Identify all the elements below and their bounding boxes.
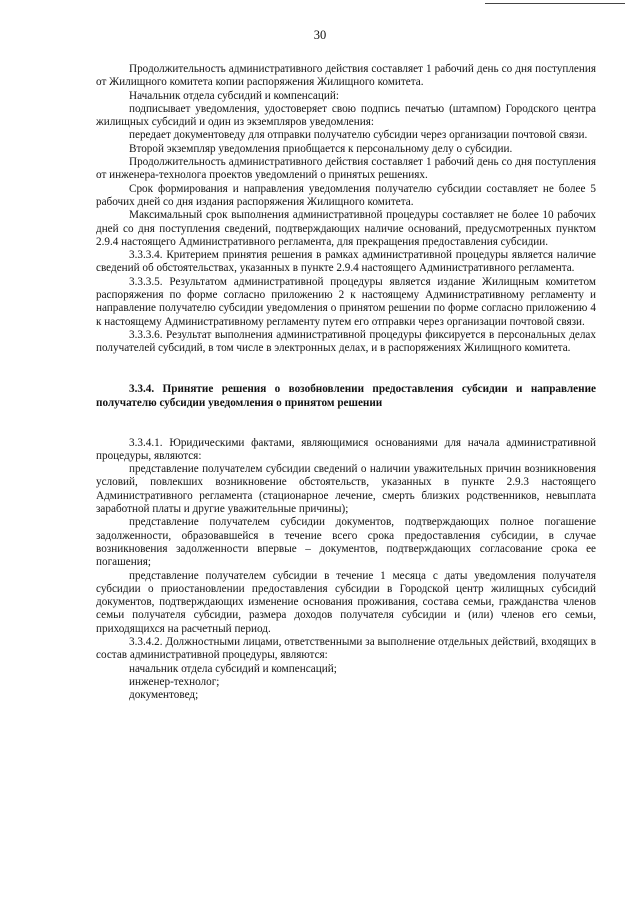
paragraph: 3.3.3.6. Результат выполнения административной процедуры фиксируется в персональных делах получателей субсидий, в том числе в электронных делах, и в распоряжениях Жилищного комитета.: [96, 328, 596, 355]
paragraph: Срок формирования и направления уведомления получателю субсидии составляет не более 5 рабочих дней со дня издания распоряжения Жилищного комитета.: [96, 182, 596, 208]
paragraph: Продолжительность административного действия составляет 1 рабочий день со дня поступления от Жилищного комитета копии распоряжения Жилищного комитета.: [96, 63, 596, 89]
paragraph: 3.3.4.1. Юридическими фактами, являющимися основаниями для начала административной процедуры, являются:: [96, 436, 596, 462]
page-number: 30: [313, 28, 327, 42]
document-body: [96, 63, 596, 702]
spacer: [96, 356, 596, 382]
paragraph: 3.3.3.4. Критерием принятия решения в рамках административной процедуры является наличие сведений об обстоятельствах, указанных в пункте 2.9.4 настоящего Административного регламента.: [96, 249, 596, 275]
paragraph: подписывает уведомления, удостоверяет свою подпись печатью (штампом) Городского центра жилищных субсидий и один из экземпляров уведомления:: [96, 102, 596, 129]
paragraph: 3.3.4.2. Должностными лицами, ответственными за выполнение отдельных действий, входящих в состав административной процедуры, являются:: [96, 635, 596, 662]
section-heading: 3.3.4. Принятие решения о возобновлении предоставления субсидии и направление получателю субсидии уведомления о принятом решении: [96, 382, 596, 409]
paragraph: Второй экземпляр уведомления приобщается к персональному делу о субсидии.: [129, 142, 513, 155]
paragraph: 3.3.3.5. Результатом административной процедуры является издание Жилищным комитетом распоряжения по форме согласно приложению 2 к настоящему Административному регламенту и направление получателю субсидии уведомления о принятом решении по форме согласно приложению 4 к настоящему Административному регламенту путем его отправки через организации почтовой связи.: [96, 275, 596, 328]
paragraph: Продолжительность административного действия составляет 1 рабочий день со дня поступления от инженера-технолога проектов уведомлений о принятых решениях.: [96, 156, 596, 182]
paragraph: представление получателем субсидии документов, подтверждающих полное погашение задолженности, образовавшейся в течение всего срока предоставления субсидии, в случае возникновения задолженности впервые – документов, подтверждающих согласование срока ее погашения;: [96, 516, 596, 569]
paragraph: Максимальный срок выполнения административной процедуры составляет не более 10 рабочих дней со дня поступления сведений, подтверждающих наличие оснований, предусмотренных пунктом 2.9.4 настоящего Административного регламента, для прекращения предоставления субсидии.: [96, 209, 596, 248]
paragraph: документовед;: [129, 689, 199, 702]
paragraph: Начальник отдела субсидий и компенсаций:: [129, 89, 339, 102]
spacer: [96, 410, 596, 437]
paragraph: представление получателем субсидии в течение 1 месяца с даты уведомления получателя субсидии о приостановлении предоставления субсидии в Городской центр жилищных субсидий документов, подтверждающих изменение основания проживания, состава семьи, гражданства членов семьи получателя субсидии, размера доходов получателя субсидии и (или) членов его семьи, приходящихся на расчетный период.: [96, 569, 596, 635]
top-rule: [485, 3, 625, 4]
paragraph: представление получателем субсидии сведений о наличии уважительных причин возникновения условий, повлекших возникновение обстоятельств, указанных в пункте 2.9.3 настоящего Административного регламента (стационарное лечение, смерть близких родственников, невыплата заработной платы и другие уважительные причины);: [96, 463, 596, 516]
paragraph: инженер-технолог;: [129, 675, 220, 688]
paragraph: передает документоведу для отправки получателю субсидии через организации почтовой связи.: [129, 129, 588, 142]
paragraph: начальник отдела субсидий и компенсаций;: [129, 662, 337, 675]
